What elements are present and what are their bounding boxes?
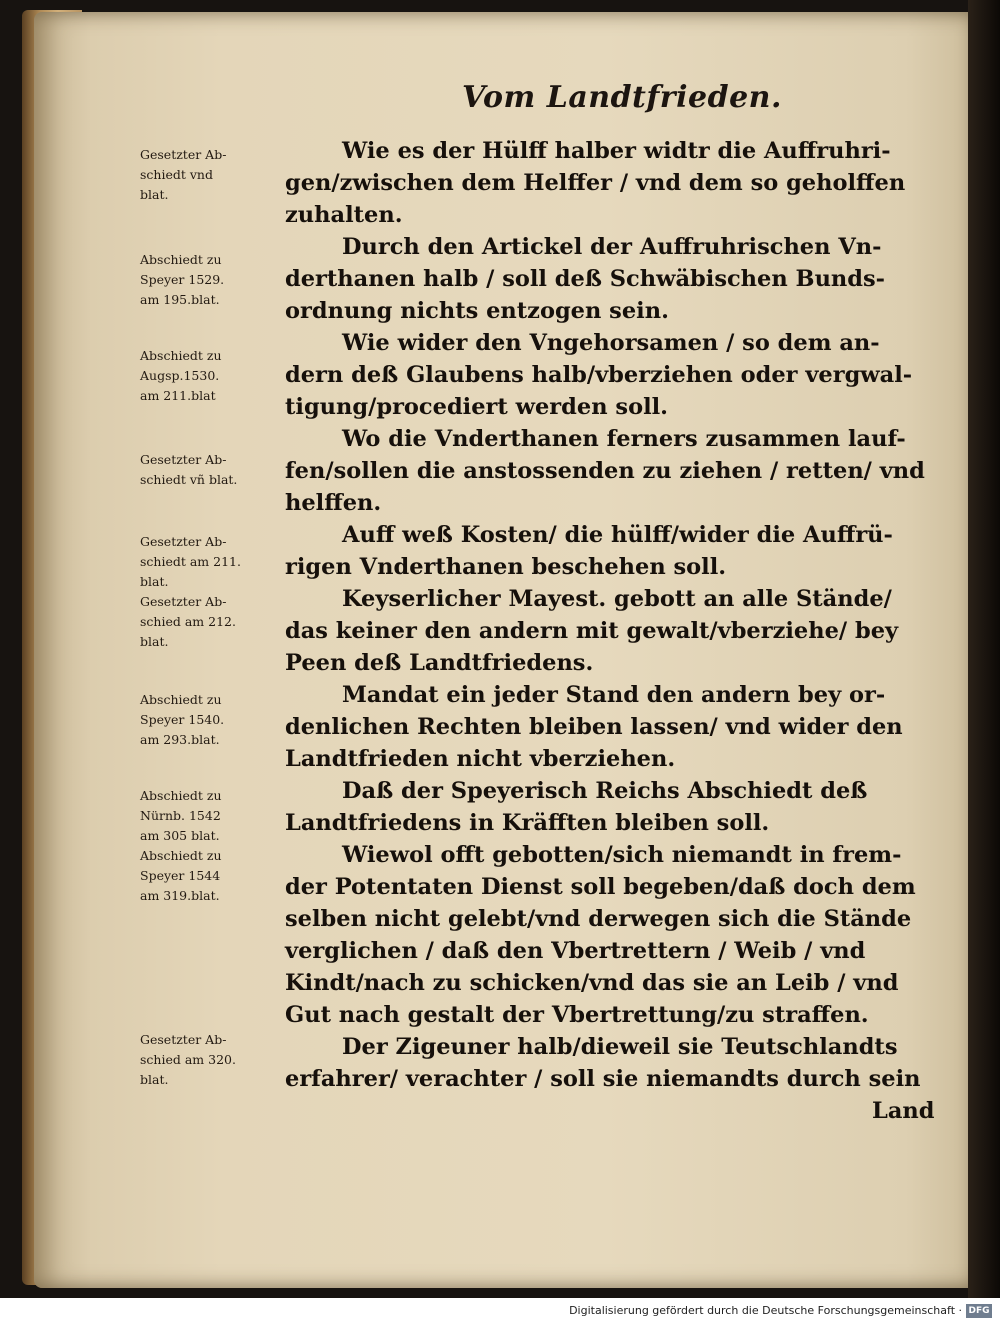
margin-note bbox=[140, 250, 295, 310]
margin-note-text: Abschiedt zu Speyer 1529. am 195.blat. bbox=[140, 252, 225, 307]
margin-note bbox=[140, 346, 295, 406]
body-line: derthanen halb / soll deß Schwäbischen Bunds- bbox=[285, 266, 886, 292]
body-line: rigen Vnderthanen beschehen soll. bbox=[285, 554, 727, 580]
margin-note-text: Abschiedt zu Speyer 1540. am 293.blat. bbox=[140, 692, 225, 747]
body-line: Wo die Vnderthanen ferners zusammen lauf- bbox=[342, 426, 906, 452]
body-line: fen/sollen die anstossenden zu ziehen / retten/ vnd bbox=[285, 458, 925, 484]
body-line: selben nicht gelebt/vnd derwegen sich die Stände bbox=[285, 906, 912, 932]
body-line: dern deß Glaubens halb/vberziehen oder vergwal- bbox=[285, 362, 913, 388]
body-line: erfahrer/ verachter / soll sie niemandts durch sein bbox=[285, 1066, 921, 1092]
body-line: Wie es der Hülff halber widtr die Auffruhri- bbox=[342, 138, 891, 164]
margin-note-text: Gesetzter Ab- schiedt vñ blat. bbox=[140, 452, 238, 487]
margin-note bbox=[140, 1030, 295, 1090]
page-shadow bbox=[968, 0, 1000, 1298]
margin-note bbox=[140, 145, 295, 205]
body-line: Landtfriedens in Kräfften bleiben soll. bbox=[285, 810, 770, 836]
body-line: der Potentaten Dienst soll begeben/daß doch dem bbox=[285, 874, 916, 900]
body-line: Der Zigeuner halb/dieweil sie Teutschlandts bbox=[342, 1034, 898, 1060]
page-title: Vom Landtfrieden. bbox=[462, 80, 782, 115]
body-line: gen/zwischen dem Helffer / vnd dem so geholffen bbox=[285, 170, 906, 196]
footer-bar bbox=[0, 1298, 1000, 1324]
footer-credit: Digitalisierung gefördert durch die Deutsche Forschungsgemeinschaft · bbox=[569, 1304, 962, 1317]
body-line: helffen. bbox=[285, 490, 382, 516]
margin-note-text: Gesetzter Ab- schiedt vnd blat. bbox=[140, 147, 227, 202]
body-line: Keyserlicher Mayest. gebott an alle Stände/ bbox=[342, 586, 892, 612]
body-line: Mandat ein jeder Stand den andern bey or- bbox=[342, 682, 886, 708]
dfg-logo-icon: DFG bbox=[966, 1304, 992, 1318]
body-line: Wie wider den Vngehorsamen / so dem an- bbox=[342, 330, 880, 356]
body-line: Peen deß Landtfriedens. bbox=[285, 650, 594, 676]
body-line: Gut nach gestalt der Vbertrettung/zu straffen. bbox=[285, 1002, 869, 1028]
body-line: Kindt/nach zu schicken/vnd das sie an Leib / vnd bbox=[285, 970, 899, 996]
body-line: Wiewol offt gebotten/sich niemandt in frem- bbox=[342, 842, 902, 868]
margin-note bbox=[140, 690, 295, 750]
margin-note-text: Abschiedt zu Nürnb. 1542 am 305 blat. Abschiedt zu Speyer 1544 am 319.blat. bbox=[140, 788, 222, 903]
margin-note bbox=[140, 532, 295, 652]
body-line: verglichen / daß den Vbertrettern / Weib / vnd bbox=[285, 938, 866, 964]
body-line: zuhalten. bbox=[285, 202, 403, 228]
body-line: Durch den Artickel der Auffruhrischen Vn- bbox=[342, 234, 882, 260]
body-line: Landtfrieden nicht vberziehen. bbox=[285, 746, 676, 772]
body-line: Auff weß Kosten/ die hülff/wider die Auffrü- bbox=[342, 522, 893, 548]
margin-note-text: Gesetzter Ab- schied am 320. blat. bbox=[140, 1032, 236, 1087]
margin-note-text: Gesetzter Ab- schiedt am 211. blat. Gesetzter Ab- schied am 212. blat. bbox=[140, 534, 241, 649]
margin-note bbox=[140, 450, 295, 490]
body-line: das keiner den andern mit gewalt/vberziehe/ bey bbox=[285, 618, 899, 644]
body-line: Daß der Speyerisch Reichs Abschiedt deß bbox=[342, 778, 868, 804]
margin-note bbox=[140, 786, 295, 906]
catchword: Land bbox=[872, 1098, 935, 1124]
body-line: ordnung nichts entzogen sein. bbox=[285, 298, 669, 324]
body-line: tigung/procediert werden soll. bbox=[285, 394, 669, 420]
body-line: denlichen Rechten bleiben lassen/ vnd wider den bbox=[285, 714, 903, 740]
margin-note-text: Abschiedt zu Augsp.1530. am 211.blat bbox=[140, 348, 222, 403]
